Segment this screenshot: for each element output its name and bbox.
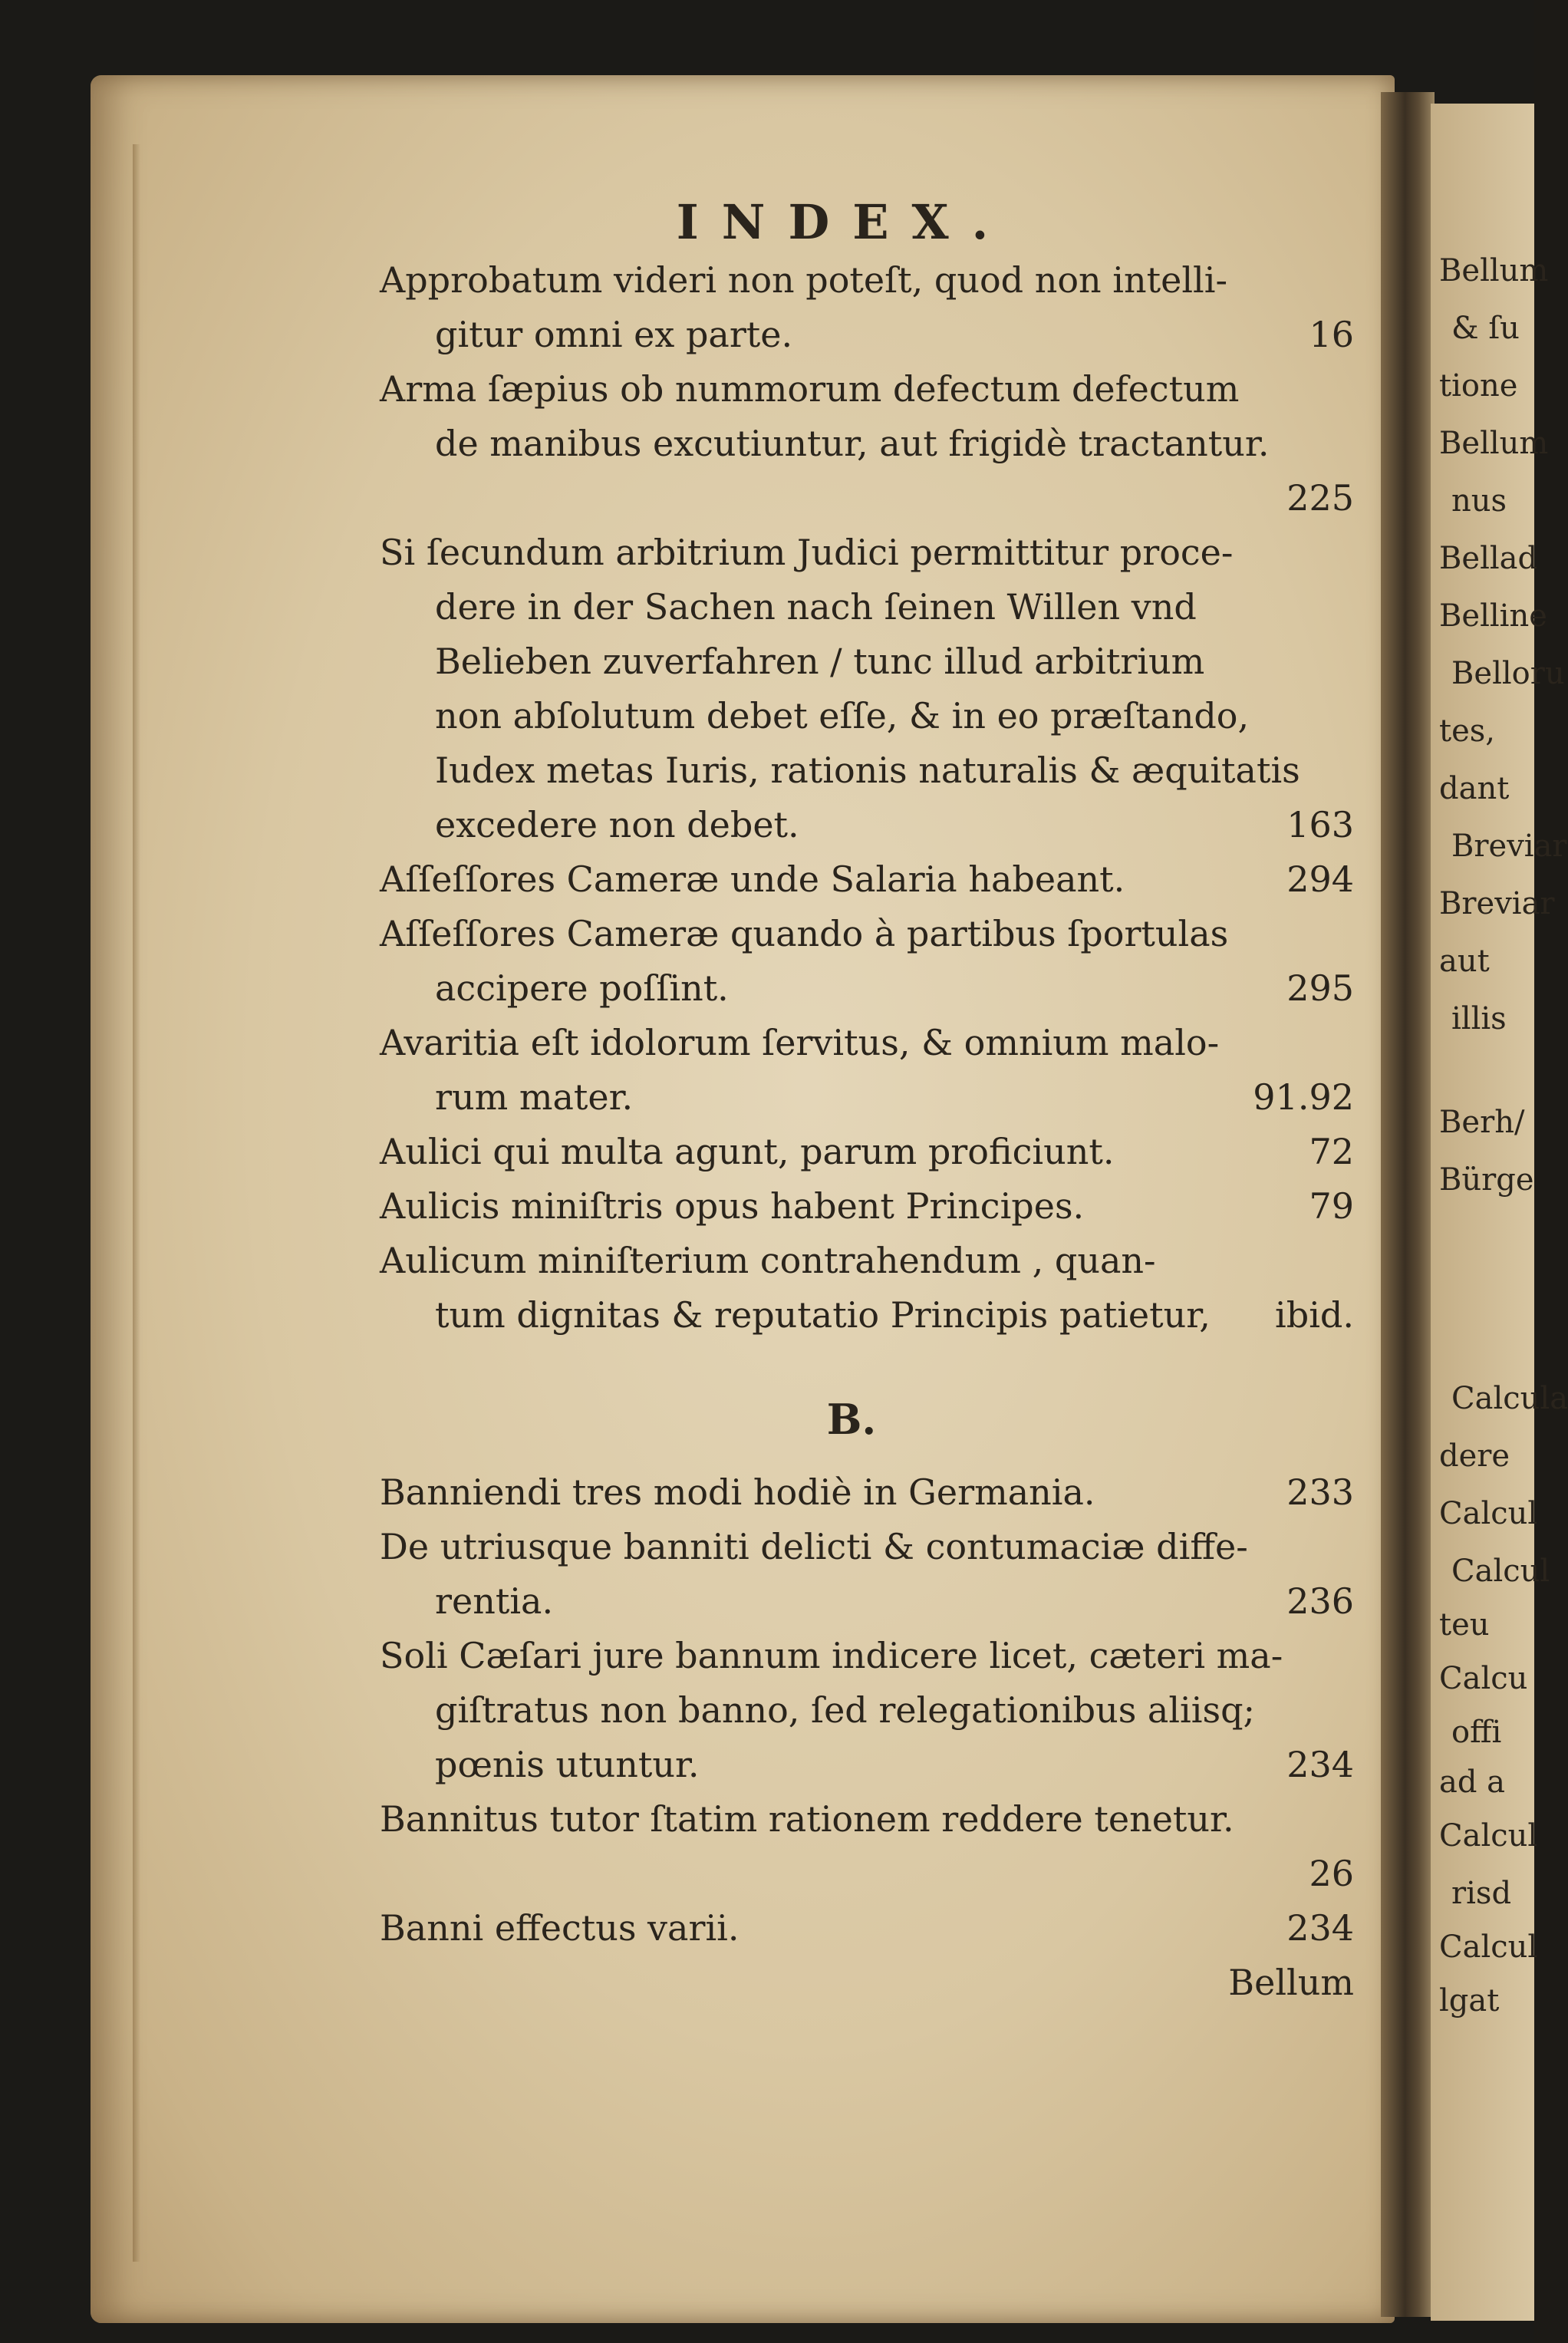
page-number: 234	[1286, 1907, 1354, 1949]
right-page-fragment: ad a	[1439, 1765, 1506, 1800]
right-page-fragment: Calcu	[1439, 1661, 1528, 1696]
page-number: 72	[1309, 1131, 1354, 1172]
index-entry	[380, 1016, 1354, 1125]
entry-line	[380, 1179, 1354, 1234]
entry-line	[380, 634, 1354, 689]
right-page-fragment: Bellum	[1439, 253, 1549, 288]
catchword: Bellum	[1228, 1962, 1354, 2003]
entry-text: gitur omni ex parte.	[435, 314, 793, 355]
entry-line	[380, 417, 1354, 471]
page-number: 26	[1309, 1853, 1354, 1894]
entry-line	[380, 526, 1354, 580]
entry-line	[380, 1901, 1354, 1956]
page-number-line	[380, 471, 1354, 526]
right-page-fragment: aut	[1439, 944, 1490, 979]
right-page-fragment: Breviar	[1451, 829, 1567, 864]
page-number: 233	[1286, 1471, 1354, 1513]
entry-text: dere in der Sachen nach ſeinen Willen vnd	[435, 586, 1197, 628]
entry-line	[380, 689, 1354, 743]
index-entry	[380, 1234, 1354, 1343]
right-page-fragment: Calcul	[1439, 1818, 1538, 1854]
entry-text: Si ſecundum arbitrium Judici permittitur proce-	[380, 532, 1234, 573]
right-page-fragment: tione	[1439, 368, 1518, 404]
entry-text: tum dignitas & reputatio Principis patietur,	[435, 1294, 1211, 1336]
entry-text: de manibus excutiuntur, aut frigidè tractantur.	[435, 423, 1270, 464]
entry-text: Aulici qui multa agunt, parum proficiunt.	[380, 1131, 1115, 1172]
right-page-fragment: Calcul	[1439, 1496, 1538, 1531]
entry-text: Aulicum miniſterium contrahendum , quan-	[380, 1240, 1156, 1281]
page-header: INDEX.	[676, 194, 1012, 250]
section-letter: B.	[826, 1395, 877, 1444]
entry-line	[380, 1070, 1354, 1125]
entry-text: pœnis utuntur.	[435, 1744, 700, 1785]
entry-text: rum mater.	[435, 1076, 634, 1118]
entry-text: Aſſeſſores Cameræ quando à partibus ſportulas	[380, 913, 1229, 954]
index-entry	[380, 526, 1354, 852]
page-number-line	[380, 1847, 1354, 1901]
entry-text: Belieben zuverfahren / tunc illud arbitrium	[435, 641, 1205, 682]
page-number: ibid.	[1275, 1294, 1354, 1336]
right-page-fragment: illis	[1451, 1001, 1507, 1036]
entry-line	[380, 1125, 1354, 1179]
right-page-fragment: Belloru	[1451, 656, 1565, 691]
entry-text: Aſſeſſores Cameræ unde Salaria habeant.	[380, 858, 1125, 900]
right-page-fragment: risd	[1451, 1876, 1512, 1911]
page-number: 163	[1286, 804, 1354, 845]
entry-text: giſtratus non banno, ſed relegationibus aliisq;	[435, 1689, 1256, 1731]
entry-line	[380, 580, 1354, 634]
index-entry	[380, 362, 1354, 526]
entry-line	[380, 852, 1354, 907]
right-page-fragment: Calcula	[1451, 1381, 1568, 1416]
entry-line	[380, 1288, 1354, 1343]
index-entry	[380, 253, 1354, 362]
index-entry	[380, 1792, 1354, 1901]
entry-line	[380, 308, 1354, 362]
page-number: 225	[1286, 477, 1354, 519]
page-number: 295	[1286, 967, 1354, 1009]
entry-line	[380, 798, 1354, 852]
index-text	[380, 192, 1354, 2010]
index-entry	[380, 907, 1354, 1016]
page-number: 294	[1286, 858, 1354, 900]
entry-line	[380, 743, 1354, 798]
right-page-fragment: Calcul	[1451, 1554, 1550, 1589]
page-number: 91.92	[1253, 1076, 1354, 1118]
entry-text: Aulicis miniſtris opus habent Principes.	[380, 1185, 1085, 1227]
entry-line	[380, 907, 1354, 961]
entry-text: Banniendi tres modi hodiè in Germania.	[380, 1471, 1095, 1513]
entry-text: non abſolutum debet eſſe, & in eo præſtando,	[435, 695, 1250, 737]
page-number: 79	[1309, 1185, 1354, 1227]
page-number: 236	[1286, 1580, 1354, 1622]
entry-line	[380, 1520, 1354, 1574]
entry-line	[380, 961, 1354, 1016]
right-page-fragment: Bellum	[1439, 426, 1549, 461]
entry-line	[380, 1574, 1354, 1629]
entry-line	[380, 253, 1354, 308]
right-page-fragment: Berh/	[1439, 1105, 1525, 1140]
right-page-fragment: Belline	[1439, 598, 1547, 634]
book-gutter	[1381, 92, 1435, 2317]
index-entry	[380, 1465, 1354, 1520]
entry-text: Approbatum videri non poteſt, quod non intelli-	[380, 259, 1228, 301]
entry-text: Banni effectus varii.	[380, 1907, 740, 1949]
index-entry	[380, 1629, 1354, 1792]
entry-line	[380, 1016, 1354, 1070]
right-page-fragment: lgat	[1439, 1983, 1500, 2018]
entry-text: accipere poſſint.	[435, 967, 729, 1009]
right-page-fragment: Breviar	[1439, 886, 1555, 921]
right-page-fragment: dere	[1439, 1438, 1510, 1474]
entry-line	[380, 1234, 1354, 1288]
right-page-fragment: Bellad	[1439, 541, 1538, 576]
right-page-fragment: & ſu	[1451, 311, 1520, 346]
right-page-fragment: dant	[1439, 771, 1510, 806]
right-page-fragment: Calcul	[1439, 1929, 1538, 1965]
entry-text: rentia.	[435, 1580, 554, 1622]
entry-line	[380, 1465, 1354, 1520]
entry-text: De utriusque banniti delicti & contumaciæ diffe-	[380, 1526, 1248, 1567]
page-number: 16	[1309, 314, 1354, 355]
entry-line	[380, 1792, 1354, 1847]
page-number: 234	[1286, 1744, 1354, 1785]
entry-text: Arma ſæpius ob nummorum defectum defectum	[380, 368, 1240, 410]
index-entry	[380, 852, 1354, 907]
entry-line	[380, 1738, 1354, 1792]
section-spacer	[380, 1343, 1354, 1373]
index-entry	[380, 1901, 1354, 1956]
index-entry	[380, 1179, 1354, 1234]
index-entry	[380, 1520, 1354, 1629]
right-page-fragment: Bürge	[1439, 1162, 1534, 1198]
entry-text: Avaritia eſt idolorum ſervitus, & omnium malo-	[380, 1022, 1220, 1063]
index-entry	[380, 1125, 1354, 1179]
entry-line	[380, 362, 1354, 417]
right-page-fragment: teu	[1439, 1607, 1490, 1643]
entry-text: Iudex metas Iuris, rationis naturalis & æquitatis	[435, 750, 1300, 791]
index-sections	[380, 253, 1354, 1956]
entry-text: Bannitus tutor ſtatim rationem reddere tenetur.	[380, 1798, 1234, 1840]
right-page-fragment: nus	[1451, 483, 1507, 519]
entry-line	[380, 1683, 1354, 1738]
right-page-fragment: offi	[1451, 1715, 1502, 1750]
right-page-fragment: tes,	[1439, 713, 1495, 749]
entry-text: excedere non debet.	[435, 804, 799, 845]
entry-line	[380, 1629, 1354, 1683]
entry-text: Soli Cæſari jure bannum indicere licet, cæteri ma-	[380, 1635, 1283, 1676]
